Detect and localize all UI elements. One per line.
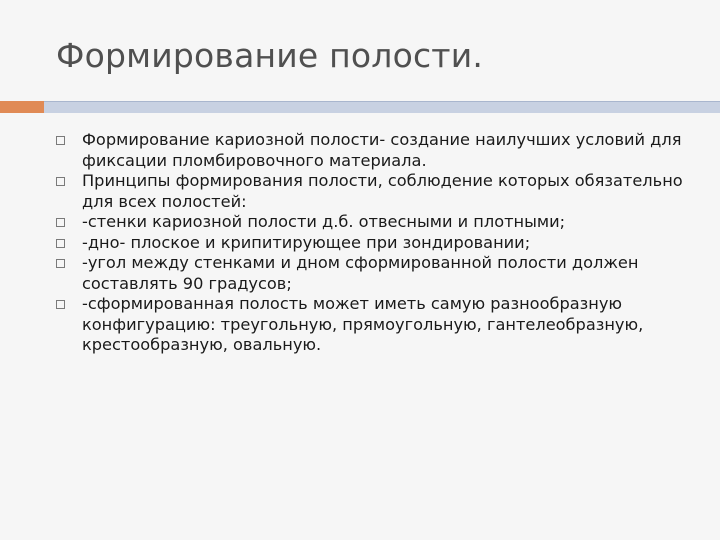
title-rule xyxy=(44,101,720,113)
list-item xyxy=(56,130,696,171)
bullet-list xyxy=(56,130,696,356)
accent-bar xyxy=(0,101,44,113)
square-outline-icon xyxy=(56,239,65,248)
list-item xyxy=(56,253,696,294)
list-item-text: -дно- плоское и крипитирующее при зондировании; xyxy=(82,232,531,252)
square-outline-icon xyxy=(56,259,65,268)
list-item-text: Формирование кариозной полости- создание наилучших условий для фиксации пломбировочного материала. xyxy=(82,130,682,170)
list-item-text: -стенки кариозной полости д.б. отвесными и плотными; xyxy=(82,212,566,231)
list-item-text: Принципы формирования полости, соблюдение которых обязательно для всех полостей: xyxy=(82,171,683,211)
list-item-text: -угол между стенками и дном сформированной полости должен составлять 90 градусов; xyxy=(82,253,639,293)
title-rule-line xyxy=(44,101,720,102)
list-item xyxy=(56,294,696,356)
list-item xyxy=(56,233,696,254)
square-outline-icon xyxy=(56,177,65,186)
square-outline-icon xyxy=(56,218,65,227)
list-item xyxy=(56,212,696,233)
list-item-text: -сформированная полость может иметь самую разнообразную конфигурацию: треугольную, прямоугольную, гантелеобразную, крестообразную, овальную. xyxy=(82,294,644,354)
square-outline-icon xyxy=(56,136,65,145)
slide-title: Формирование полости. xyxy=(56,36,484,75)
square-outline-icon xyxy=(56,300,65,309)
list-item xyxy=(56,171,696,212)
